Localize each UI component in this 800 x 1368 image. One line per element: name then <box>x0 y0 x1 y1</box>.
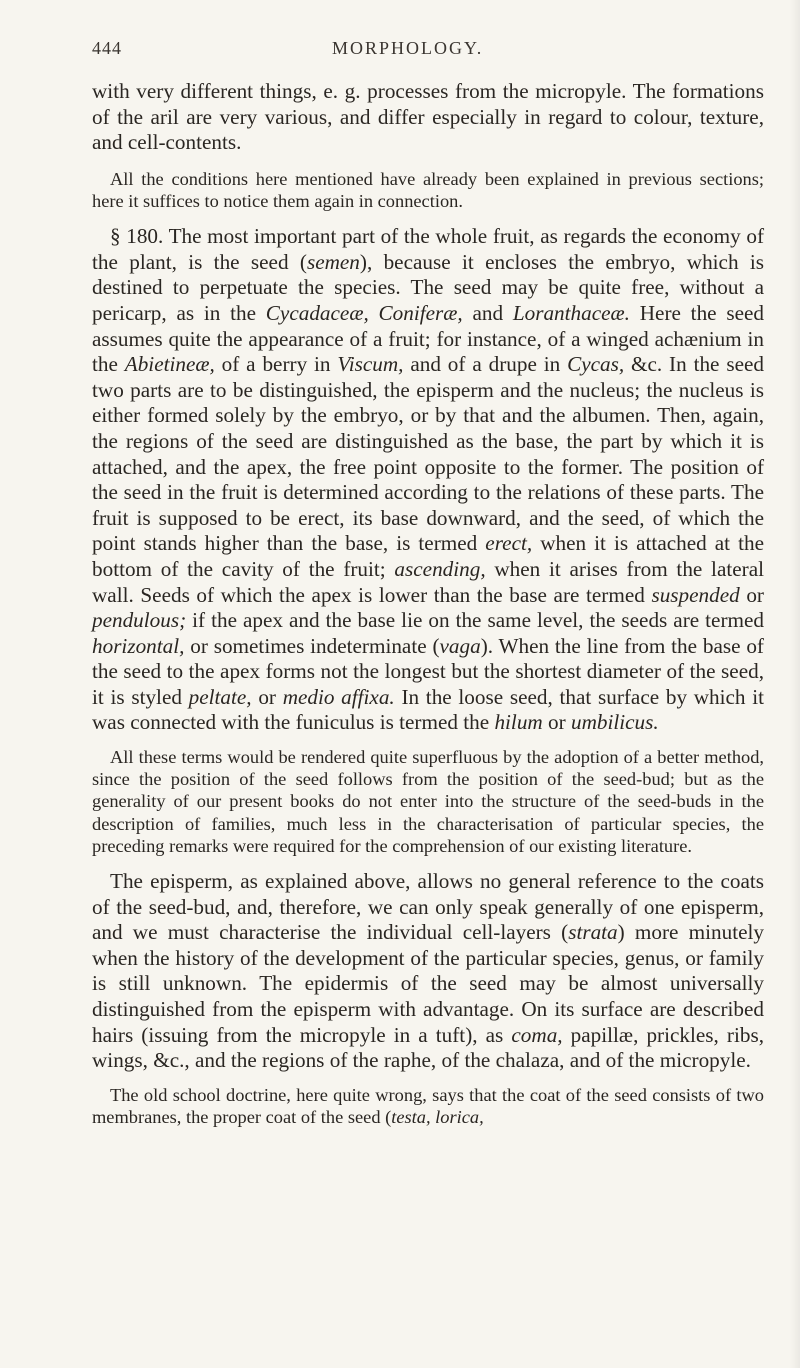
running-header <box>92 38 764 59</box>
text-run: All the conditions here mentioned have already been explained in previous sections; here it suffices to notice them again in connection. <box>92 168 764 211</box>
text-run: All these terms would be rendered quite superfluous by the adoption of a better method, since the position of the seed follows from the position of the seed-bud; but as the generality of our present books do not enter into the structure of the seed-buds in the description of families, much less in the characterisation of particular species, the preceding remarks were required for the comprehension of our existing literature. <box>92 747 764 856</box>
italic-term: suspended <box>651 582 740 607</box>
paragraph <box>92 168 764 212</box>
italic-term: Abietineæ, <box>124 352 215 377</box>
italic-term: peltate, <box>188 684 252 709</box>
text-run: ), because it encloses the embryo, which is destined to perpetuate the species. The seed may be quite free, without a pericarp, as in the <box>92 249 765 325</box>
italic-term: testa, lorica, <box>391 1107 484 1128</box>
text-run: with very different things, e. g. processes from the micropyle. The formations of the aril are very various, and differ especially in regard to colour, texture, and cell-contents. <box>92 79 764 155</box>
text-run: In the loose seed, that surface by which it was connected with the funiculus is termed the <box>92 684 765 735</box>
text-run: The old school doctrine, here quite wrong, says that the coat of the seed consists of two membranes, the proper coat of the seed ( <box>92 1084 764 1128</box>
italic-term: ascending, <box>394 556 486 581</box>
paragraph <box>92 869 764 1074</box>
paragraph <box>92 746 764 857</box>
text-run: Here the seed assumes quite the appearance of a fruit; for instance, of a winged achænium in the <box>92 300 764 377</box>
text-run: or <box>739 582 764 607</box>
text-run: or <box>542 710 571 735</box>
italic-term: horizontal, <box>92 633 185 658</box>
italic-term: Loranthaceæ. <box>512 300 630 325</box>
text-run: ) more minutely when the history of the development of the particular species, genus, or family is still unknown. The epidermis of the seed may be almost universally distinguished from the episperm with advantage. On its surface are described hairs (issuing from the micropyle in a tuft), as <box>92 920 764 1047</box>
text-run: The episperm, as explained above, allows no general reference to the coats of the seed-bud, and, therefore, we can only speak generally of one episperm, and we must characterise the individual cell-layers ( <box>92 869 764 945</box>
italic-term: semen <box>306 249 360 274</box>
page-edge-shadow <box>790 0 800 1368</box>
paragraph <box>92 1084 764 1128</box>
italic-term: Cycadaceæ, Coniferæ, <box>265 300 463 325</box>
italic-term: Viscum, <box>337 352 404 377</box>
italic-term: vaga <box>439 633 481 658</box>
text-run: and <box>462 300 513 325</box>
italic-term: umbilicus. <box>570 710 659 735</box>
text-run: and of a drupe in <box>403 352 568 377</box>
text-run: of a berry in <box>214 352 338 377</box>
page-number: 444 <box>92 38 122 58</box>
italic-term: coma, <box>511 1022 563 1047</box>
italic-term: medio affixa. <box>282 684 395 709</box>
text-run: if the apex and the base lie on the same level, the seeds are termed <box>186 608 764 633</box>
italic-term: Cycas, <box>567 352 625 377</box>
paragraph <box>92 79 764 156</box>
text-run: or sometimes indeterminate ( <box>184 633 440 658</box>
italic-term: strata <box>568 920 618 945</box>
italic-term: hilum <box>494 710 543 735</box>
running-title: MORPHOLOGY. <box>332 38 484 58</box>
paragraph <box>92 224 764 736</box>
italic-term: pendulous; <box>92 608 187 633</box>
text-run: or <box>251 684 283 709</box>
text-run: papillæ, prickles, ribs, wings, &c., and the regions of the raphe, of the chalaza, and of the micropyle. <box>92 1022 764 1073</box>
body-text <box>92 79 764 1128</box>
text-run: when it arises from the lateral wall. Seeds of which the apex is lower than the base are termed <box>92 556 764 607</box>
text-run: when it is attached at the bottom of the cavity of the fruit; <box>92 531 764 581</box>
italic-term: erect, <box>485 531 533 556</box>
text-run: &c. In the seed two parts are to be distinguished, the episperm and the nucleus; the nucleus is either formed solely by the embryo, or by that and the albumen. Then, again, the regions of the seed are distinguished as the base, the part by which it is attached, and the apex, the free point opposite to the former. The position of the seed in the fruit is determined according to the relations of these parts. The fruit is supposed to be erect, its base downward, and the seed, of which the point stands higher than the base, is termed <box>92 352 764 556</box>
text-run: ). When the line from the base of the seed to the apex forms not the longest but the shortest diameter of the seed, it is styled <box>92 633 764 709</box>
text-run: § 180. The most important part of the whole fruit, as regards the economy of the plant, is the seed ( <box>92 224 764 274</box>
